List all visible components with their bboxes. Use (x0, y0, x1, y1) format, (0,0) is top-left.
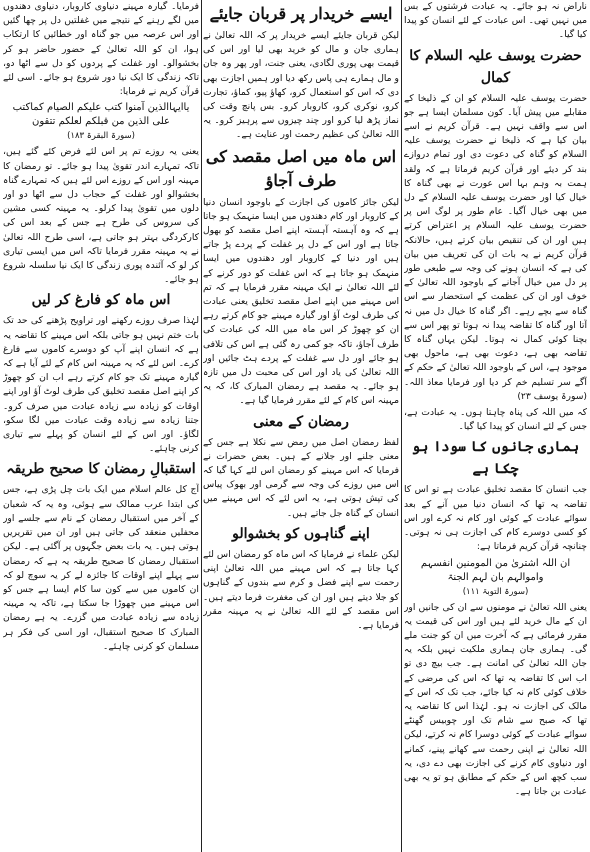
section-heading: حضرت یوسف علیہ السلام کا کمال (409, 47, 582, 86)
section-heading: اس ماہ میں اصل مقصد کی طرف آجاؤ (205, 146, 397, 190)
column-divider (401, 0, 402, 852)
column-divider (201, 0, 202, 852)
body-paragraph: کہ میں اللہ کی پناہ چاہتا ہوں۔ یہ عبادت ہے، جس کے لئے انسان کو پیدا کیا گیا۔ (404, 407, 587, 433)
quran-verse: ان اللہ اشتریٰ من المومنین انفسہم واموالہم بان لہم الجنۃ (420, 557, 571, 583)
body-paragraph: لفظ رمضان اصل میں رمض سے نکلا ہے جس کے معنی جلنے اور جلانے کے ہیں۔ بعض حضرات نے فرمایا کہ اس مہینے کو رمضان اس لئے کہا گیا کہ اس میں روزے کی وجہ سے گرمی اور بھوک پیاس کی تپش ہوتی ہے، یہ اس لئے کہ اس مہینے میں انسان کے گناہ جل جاتے ہیں۔ (203, 436, 399, 519)
body-paragraph: یعنی اللہ تعالیٰ نے مومنوں سے ان کی جانیں اور ان کے مال خرید لئے ہیں اور اس کی قیمت یہ مقرر فرمائی ہے کہ آخرت میں ان کو جنت ملے گی۔ ہماری جان ہماری ملکیت نہیں بلکہ یہ جان اللہ تعالیٰ کی امانت ہے۔ جب بیچ دی تو اب اس کا تقاضہ یہ تھا کہ اس کی مرضی کے خلاف کوئی کام نہ کیا جائے، جب تک کہ اس کے مالک کی اجازت نہ ہو۔ لہٰذا اس کا تقاضہ یہ تھا کہ صبح سے شام تک اور چوبیس گھنٹے سوائے عبادت کے کوئی دوسرا کام نہ کرتے، لیکن اللہ تعالیٰ نے اپنی رحمت سے کھانے پینے، کمانے اور دنیاوی کام کرنے کی اجازت بھی دے دی، یہ سب کچھ اس کے حکم کے مطابق ہو تو یہ بھی عبادت بن جاتا ہے۔ (404, 601, 587, 798)
body-paragraph: آج کل عالم اسلام میں ایک بات چل پڑی ہے، جس کی ابتدا عرب ممالک سے ہوئی، وہ یہ کہ شعبان کے آخر میں استقبال رمضان کے نام سے جلسے اور محفلیں منعقد کی جاتی ہیں اور ان میں تقریریں ہوتی ہیں۔ یہ بات بعض جگہوں پر آگئی ہے۔ لیکن استقبال رمضان کا صحیح طریقہ یہ ہے کہ رمضان سے پہلے اپنے اوقات کا جائزہ لے کر یہ سوچ لو کہ ان کاموں میں سے کون سا کام ایسا ہے جس کو اس مہینے میں چھوڑا جا سکتا ہے، تاکہ یہ مہینہ زیادہ سے زیادہ عبادت میں گزرے۔ یہ ہے رمضان المبارک کا صحیح استقبال، اور اسی کی فکر ہر مسلمان کو کرنی چاہئے۔ (3, 484, 199, 652)
section-heading: استقبالِ رمضان کا صحیح طریقہ (6, 461, 196, 478)
verse-citation: (سورۃ البقرۃ ۱۸۳) (67, 131, 135, 142)
body-paragraph: لیکن جائز کاموں کی اجازت کے باوجود انسان دنیا کے کاروبار اور کام دھندوں میں ایسا منہمک ہو جاتا ہے کہ وہ آہستہ آہستہ اپنے اصل مقصد کو بھول جاتا ہے اور اس کے دل پر غفلت کے پردے پڑ جاتے ہیں اور دنیا کے کاروبار اور دھندوں میں ایسا منہمک ہو جاتا ہے کہ اس غفلت کو دور کرنے کے لئے اللہ تعالیٰ نے ایک مہینہ مقرر فرمایا ہے کہ تم اس مہینے میں اپنے اصل مقصد تخلیق یعنی عبادت کی طرف لوٹ آؤ اور گیارہ مہینے جو کام کرتے رہے ان کو چھوڑ کر اس ماہ میں اللہ کی عبادت کی طرف آجاؤ، تاکہ جو کمی رہ گئی ہے اس کی تلافی ہو جائے اور دل سے غفلت کے پردے ہٹ جائیں اور اللہ تعالیٰ کی یاد اور اس کی محبت دل میں تازہ ہو جائے۔ یہ مقصد ہے رمضان المبارک کا، کہ یہ مہینہ اس کام کے لئے مقرر فرمایا گیا ہے۔ (203, 196, 399, 407)
body-paragraph: جب انسان کا مقصد تخلیق عبادت ہے تو اس کا تقاضہ یہ تھا کہ انسان دنیا میں آنے کے بعد سوائے عبادت کے کوئی اور کام نہ کرے اور اس کو کسی دوسرے کام کی اجازت ہی نہ ہوتی۔ چنانچہ قرآن کریم فرماتا ہے: (404, 484, 587, 553)
section-heading: ایسے خریدار پر قربان جایئے (209, 4, 393, 23)
section-heading: اس ماہ کو فارغ کر لیں (31, 292, 171, 309)
section-heading: ہماری جانوں کا سودا ہو چکا ہے (411, 439, 580, 478)
column-right (404, 0, 587, 852)
body-paragraph: ناراض نہ ہو جائے۔ یہ عبادت فرشتوں کے بس میں نہیں تھی۔ اس عبادت کے لئے انسان کو پیدا کیا گیا۔ (404, 1, 587, 41)
body-paragraph: لہٰذا صرف روزے رکھنے اور تراویح پڑھنے کی حد تک بات ختم نہیں ہو جاتی بلکہ اس مہینے کا تقاضہ یہ ہے کہ انسان اپنے آپ کو دوسرے کاموں سے فارغ کرے۔ اس لئے کہ یہ مہینہ اس کام کے لئے آیا ہے کہ گیارہ مہینے تک جو کام کرتے رہے اب ان کو چھوڑ کر اپنے اصل مقصد تخلیق کی طرف لوٹ آؤ اور اپنے اوقات کو زیادہ سے زیادہ عبادت میں صرف کرو۔ جتنا زیادہ سے زیادہ وقت عبادت میں لگا سکو، لگاؤ۔ اور اس کے لئے انسان کو پہلے سے تیاری کرنی چاہئے۔ (3, 315, 199, 455)
quran-verse: یاایہاالذین آمنوا کتب علیکم الصیام کماکتب علی الذین من قبلکم لعلکم تتقون (12, 102, 190, 128)
section-heading: اپنے گناہوں کو بخشوالو (232, 525, 370, 542)
verse-citation: (سورۃ التوبۃ ۱۱۱) (462, 586, 529, 597)
column-left (3, 0, 199, 852)
column-middle (203, 0, 399, 852)
body-paragraph: فرمایا۔ گیارہ مہینے دنیاوی کاروبار، دنیاوی دھندوں میں لگے رہنے کے نتیجے میں غفلتیں دل پر چھا گئیں اور اس عرصہ میں جو گناہ اور خطائیں کا ارتکاب ہوا، ان کو اللہ تعالیٰ کے حضور حاضر ہو کر بخشوالو۔ اور غفلت کے پردوں کو دل سے اٹھا دو، تاکہ زندگی کا ایک نیا دور شروع ہو جائے۔ اسی لئے قرآن کریم نے فرمایا: (3, 1, 199, 98)
body-paragraph: لیکن قربان جایئے ایسے خریدار پر کہ اللہ تعالیٰ نے ہماری جان و مال کو خرید بھی لیا اور اس کی قیمت بھی پوری لگادی، یعنی جنت، اور پھر وہ جان و مال ہمارے ہی پاس رکھ دیا اور ہمیں اجازت بھی دی کہ اس کو استعمال کرو، کھاؤ پیو، کماؤ، تجارت کرو، نوکری کرو، کاروبار کرو۔ بس پانچ وقت کی نماز پڑھ لیا کرو اور چند چیزوں سے پرہیز کرو۔ یہ اللہ تعالیٰ کی عظیم رحمت اور عنایت ہے۔ (203, 30, 399, 141)
body-paragraph: یعنی یہ روزے تم پر اس لئے فرض کئے گئے ہیں، تاکہ تمہارے اندر تقویٰ پیدا ہو جائے۔ تو رمضان کا مہینہ اور اس کے روزے اس لئے ہیں کہ تمہارے گناہ بخشوالو اور غفلت کے حجاب دل سے اٹھا دو اور دلوں میں تقویٰ پیدا کرلو۔ یہ مہینہ کسی مشین کی سروس کی طرح ہے جس کے بعد اس کی کارکردگی بہتر ہو جاتی ہے، اسی طرح اللہ تعالیٰ نے یہ مہینہ مقرر فرمایا تاکہ اس میں ایسی تیاری کر لو کہ آئندہ پوری زندگی کا ایک نیا سلسلہ شروع ہو جائے۔ (3, 146, 199, 286)
body-paragraph: حضرت یوسف علیہ السلام کو ان کے ذلیخا کے مقابلے میں پیش آیا۔ کون مسلمان ایسا ہے جو اس سے واقف نہیں ہے۔ قرآن کریم نے اسے بیان کیا ہے کہ ذلیخا نے حضرت یوسف علیہ السلام کو گناہ کی دعوت دی اور تمام دروازے بند کر دیئے اور قرآن کریم فرماتا ہے کہ ولقد ہمت بہ وہم بہا اس عورت نے بھی گناہ کا خیال کیا اور حضرت یوسف علیہ السلام کے دل میں بھی خیال آگیا۔ عام طور پر لوگ اس پر حضرت یوسف علیہ السلام پر اعتراض کرتے ہیں اور ان کی تنقیص بیان کرتے ہیں، حالانکہ قرآن کریم نے یہ بات ان کی تعریف میں بیان کی ہے کہ انسان ہونے کی وجہ سے طبعی طور پر دل میں خیال آجانے کے باوجود اللہ تعالیٰ کے خوف اور ان کی عظمت کے استحضار سے اس گناہ سے بچے رہے۔ اگر گناہ کا خیال دل میں نہ آتا اور گناہ کا تقاضہ پیدا نہ ہوتا تو پھر اس سے بچنا کوئی کمال نہ ہوتا۔ لیکن یہاں گناہ کا تقاضہ بھی ہے، دعوت بھی ہے، ماحول بھی موجود ہے، اس کے باوجود اللہ تعالیٰ کے حکم کے آگے سر تسلیم خم کر دیا اور فرمایا معاذ اللہ۔ (سورۃ یوسف ۲۳) (404, 92, 587, 402)
section-heading: رمضان کے معنی (253, 413, 349, 430)
body-paragraph: لیکن علماء نے فرمایا کہ اس ماہ کو رمضان اس لئے کہا جاتا ہے کہ اس مہینے میں اللہ تعالیٰ اپنی رحمت سے اپنے فضل و کرم سے بندوں کے گناہوں کو جلا دیتے ہیں اور ان کی مغفرت فرما دیتے ہیں۔ اس مقصد کے لئے اللہ تعالیٰ نے یہ مہینہ مقرر فرمایا ہے۔ (203, 548, 399, 631)
